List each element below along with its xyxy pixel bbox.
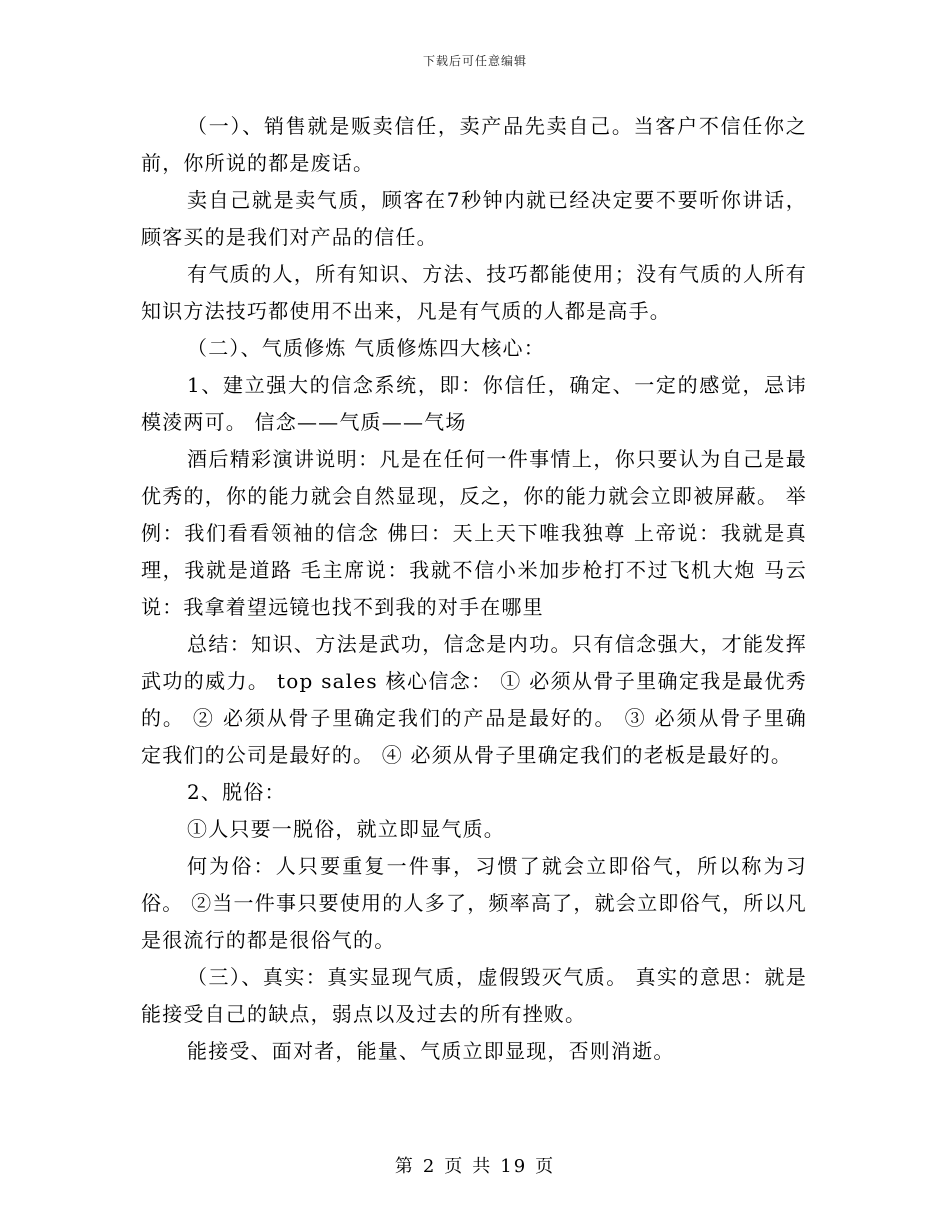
paragraph-section-one: （一）、销售就是贩卖信任，卖产品先卖自己。当客户不信任你之前，你所说的都是废话。 (141, 114, 807, 175)
footer-suffix: 页 (535, 1156, 556, 1177)
page-header-note: 下载后可任意编辑 (422, 54, 527, 68)
paragraph-escape-vulgarity-heading: 2、脱俗： (187, 780, 286, 804)
paragraph-speech-examples: 酒后精彩演讲说明：凡是在任何一件事情上，你只要认为自己是最优秀的，你的能力就会自然显现，反之，你的能力就会立即被屏蔽。 举例：我们看看领袖的信念 佛曰：天上天下唯我独尊 上帝说：我就是真理，我就是道路 毛主席说：我就不信小米加步枪打不过飞机大炮 马云说：我拿着望远镜也找不到我的对手在哪里 (141, 447, 807, 619)
paragraph-section-two: （二）、气质修炼 气质修炼四大核心： (187, 336, 545, 360)
page-footer (0, 1152, 950, 1178)
footer-total-pages: 19 (500, 1156, 528, 1177)
document-body (141, 108, 807, 1070)
paragraph-escape-vulgarity-point: ①人只要一脱俗，就立即显气质。 (187, 817, 505, 841)
paragraph-belief-system: 1、建立强大的信念系统，即：你信任，确定、一定的感觉，忌讳模淩两可。 信念——气质——气场 (141, 373, 807, 434)
paragraph-temperament-skills: 有气质的人，所有知识、方法、技巧都能使用；没有气质的人所有知识方法技巧都使用不出来，凡是有气质的人都是高手。 (141, 262, 807, 323)
paragraph-summary-core-beliefs: 总结：知识、方法是武功，信念是内功。只有信念强大，才能发挥武功的威力。 top sales 核心信念： ① 必须从骨子里确定我是最优秀的。 ② 必须从骨子里确定我们的产品是最好的。 ③ 必须从骨子里确定我们的公司是最好的。 ④ 必须从骨子里确定我们的老板是最好的。 (141, 632, 807, 767)
footer-current-page: 2 (422, 1156, 437, 1177)
footer-prefix: 第 (394, 1156, 415, 1177)
paragraph-accept-face: 能接受、面对者，能量、气质立即显现，否则消逝。 (187, 1039, 675, 1063)
paragraph-sell-temperament: 卖自己就是卖气质，顾客在7秒钟内就已经决定要不要听你讲话，顾客买的是我们对产品的信任。 (141, 188, 807, 249)
paragraph-section-three: （三）、真实：真实显现气质，虚假毁灭气质。 真实的意思：就是能接受自己的缺点，弱点以及过去的所有挫败。 (141, 965, 807, 1026)
footer-page-word: 页 (444, 1156, 465, 1177)
paragraph-what-is-vulgar: 何为俗：人只要重复一件事，习惯了就会立即俗气，所以称为习俗。 ②当一件事只要使用的人多了，频率高了，就会立即俗气，所以凡是很流行的都是很俗气的。 (141, 854, 807, 952)
footer-total-word: 共 (472, 1156, 493, 1177)
